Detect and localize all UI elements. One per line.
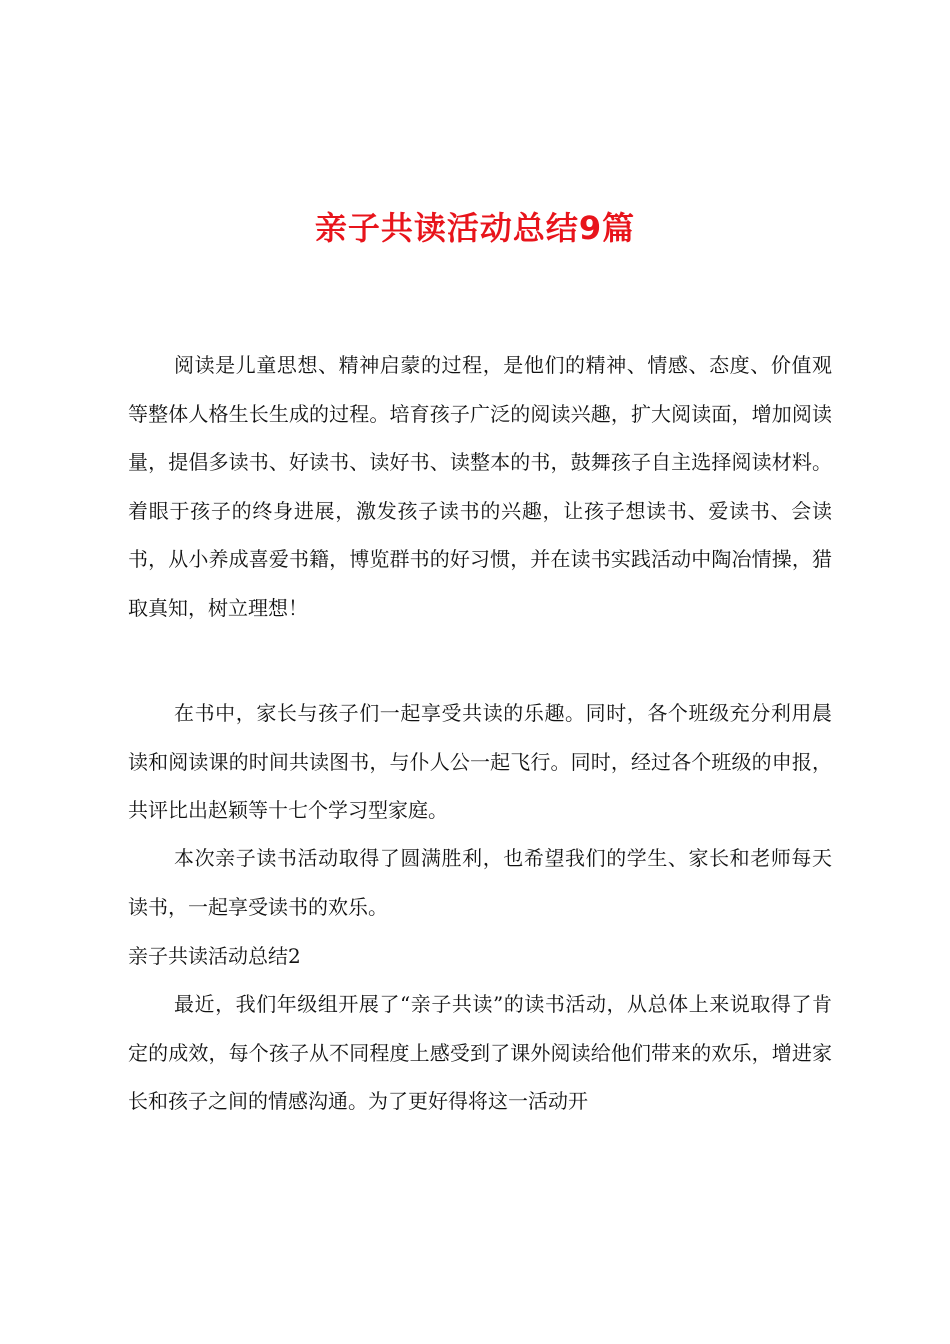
paragraph-shared-reading: 在书中，家长与孩子们一起享受共读的乐趣。同时，各个班级充分利用晨读和阅读课的时间共读图书，与仆人公一起飞行。同时，经过各个班级的申报，共评比出赵颖等十七个学习型家庭。 xyxy=(128,701,832,822)
paragraph-conclusion: 本次亲子读书活动取得了圆满胜利，也希望我们的学生、家长和老师每天读书，一起享受读书的欢乐。 xyxy=(128,846,832,919)
page-title: 亲子共读活动总结9篇 xyxy=(314,209,636,247)
section-heading: 亲子共读活动总结2 xyxy=(128,944,301,968)
paragraph-section-2: 最近，我们年级组开展了“亲子共读”的读书活动，从总体上来说取得了肯定的成效，每个孩子从不同程度上感受到了课外阅读给他们带来的欢乐，增进家长和孩子之间的情感沟通。为了更好得将这一活动开 xyxy=(128,992,832,1113)
paragraph-intro: 阅读是儿童思想、精神启蒙的过程，是他们的精神、情感、态度、价值观等整体人格生长生成的过程。培育孩子广泛的阅读兴趣，扩大阅读面，增加阅读量，提倡多读书、好读书、读好书、读整本的书，鼓舞孩子自主选择阅读材料。着眼于孩子的终身进展，激发孩子读书的兴趣，让孩子想读书、爱读书、会读书，从小养成喜爱书籍，博览群书的好习惯，并在读书实践活动中陶冶情操，猎取真知，树立理想！ xyxy=(128,353,832,620)
